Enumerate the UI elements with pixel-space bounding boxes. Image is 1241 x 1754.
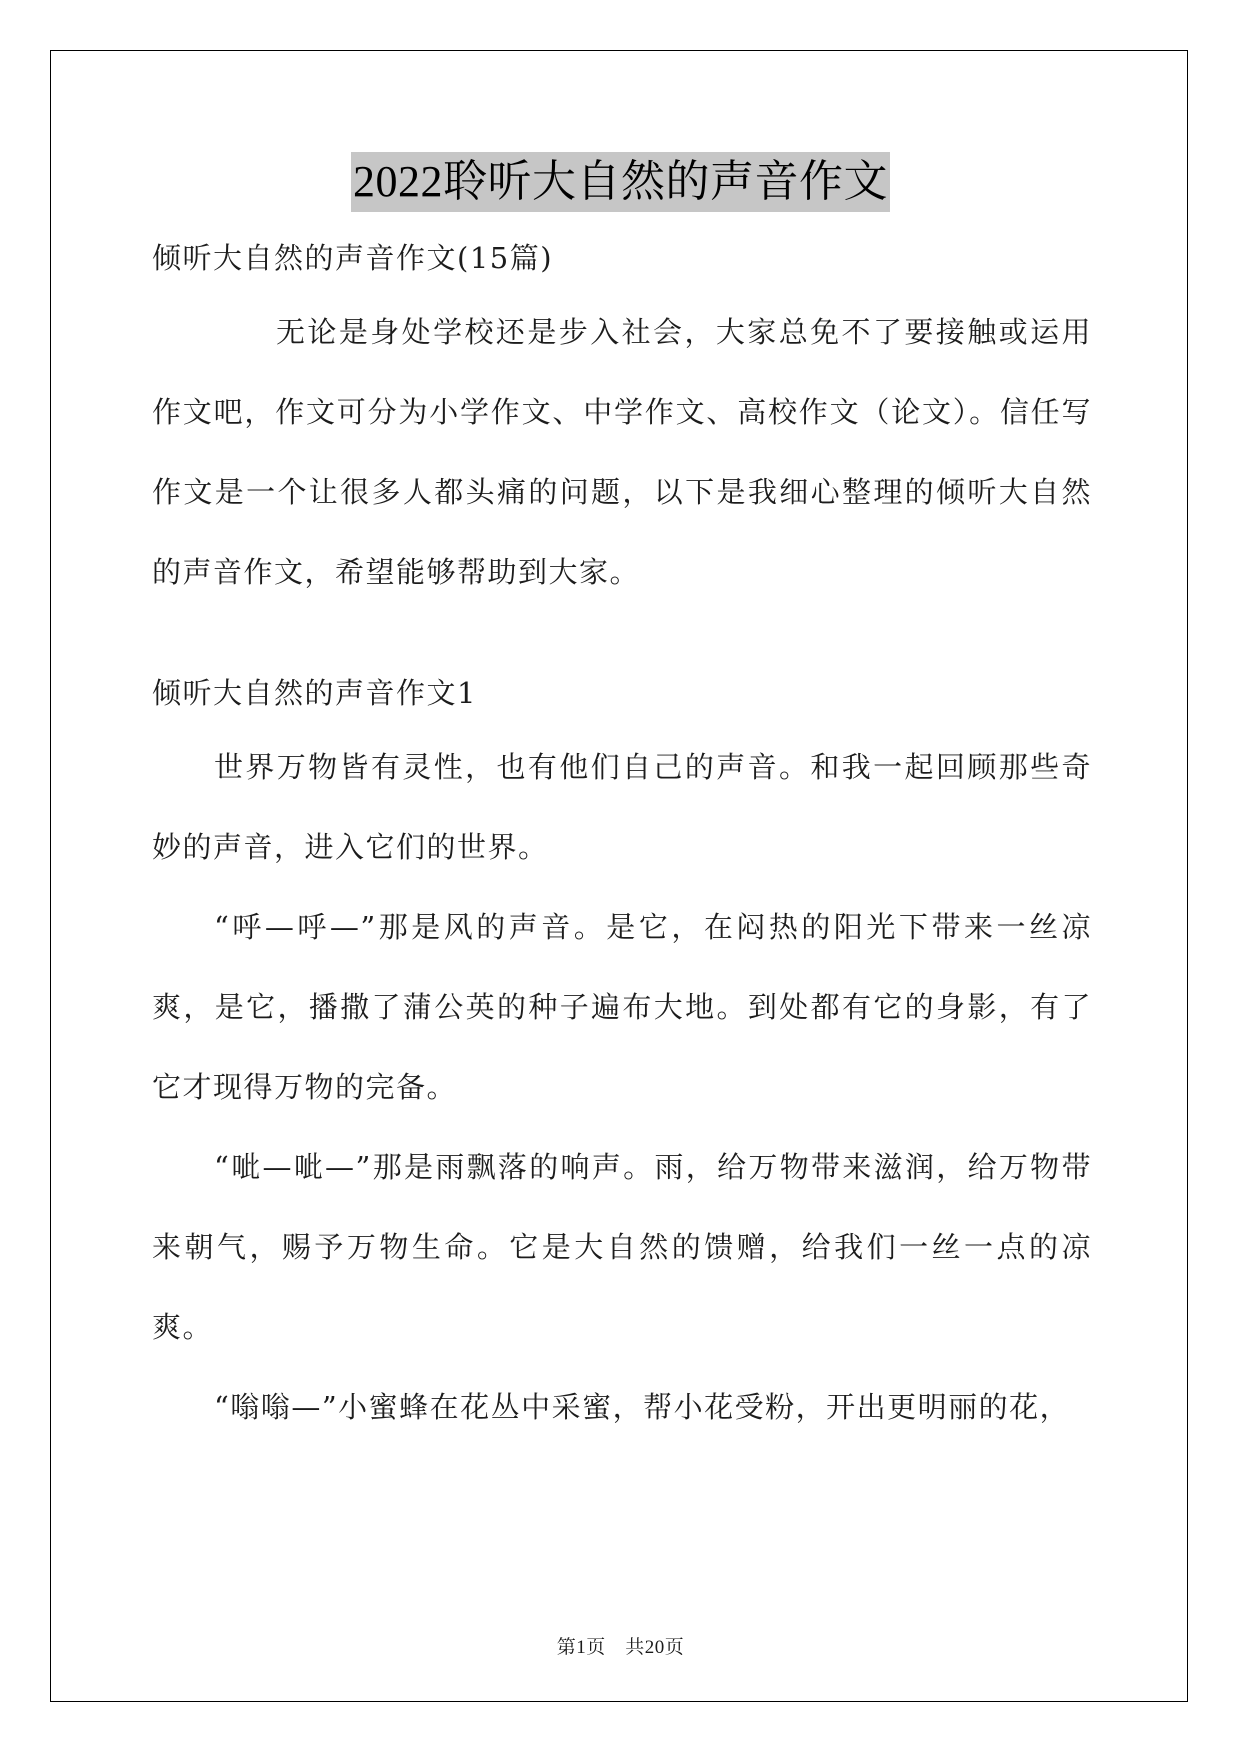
intro-paragraph: 无论是身处学校还是步入社会，大家总免不了要接触或运用作文吧，作文可分为小学作文、中学作文、高校作文（论文）。信任写作文是一个让很多人都头痛的问题，以下是我细心整理的倾听大自然的声音作文，希望能够帮助到大家。	[152, 315, 1092, 589]
body-paragraph: “嗡嗡—”小蜜蜂在花丛中采蜜，帮小花受粉，开出更明丽的花，	[214, 1390, 1071, 1424]
intro-paragraph-container	[152, 292, 1092, 612]
document-title: 2022聆听大自然的声音作文	[351, 152, 890, 212]
body-paragraph: “呼—呼—”那是风的声音。是它，在闷热的阳光下带来一丝凉爽，是它，播撒了蒲公英的种子遍布大地。到处都有它的身影，有了它才现得万物的完备。	[152, 910, 1092, 1104]
section-heading: 倾听大自然的声音作文1	[152, 676, 477, 710]
body-paragraph: 世界万物皆有灵性，也有他们自己的声音。和我一起回顾那些奇妙的声音，进入它们的世界。	[152, 750, 1092, 864]
body-paragraphs	[152, 727, 1092, 1447]
page-number-footer: 第1页 共20页	[556, 1637, 685, 1658]
document-subtitle: 倾听大自然的声音作文(15篇)	[152, 241, 554, 275]
body-paragraph: “呲—呲—”那是雨飘落的响声。雨，给万物带来滋润，给万物带来朝气，赐予万物生命。它是大自然的馈赠，给我们一丝一点的凉爽。	[152, 1150, 1092, 1344]
title-container	[0, 152, 1241, 212]
